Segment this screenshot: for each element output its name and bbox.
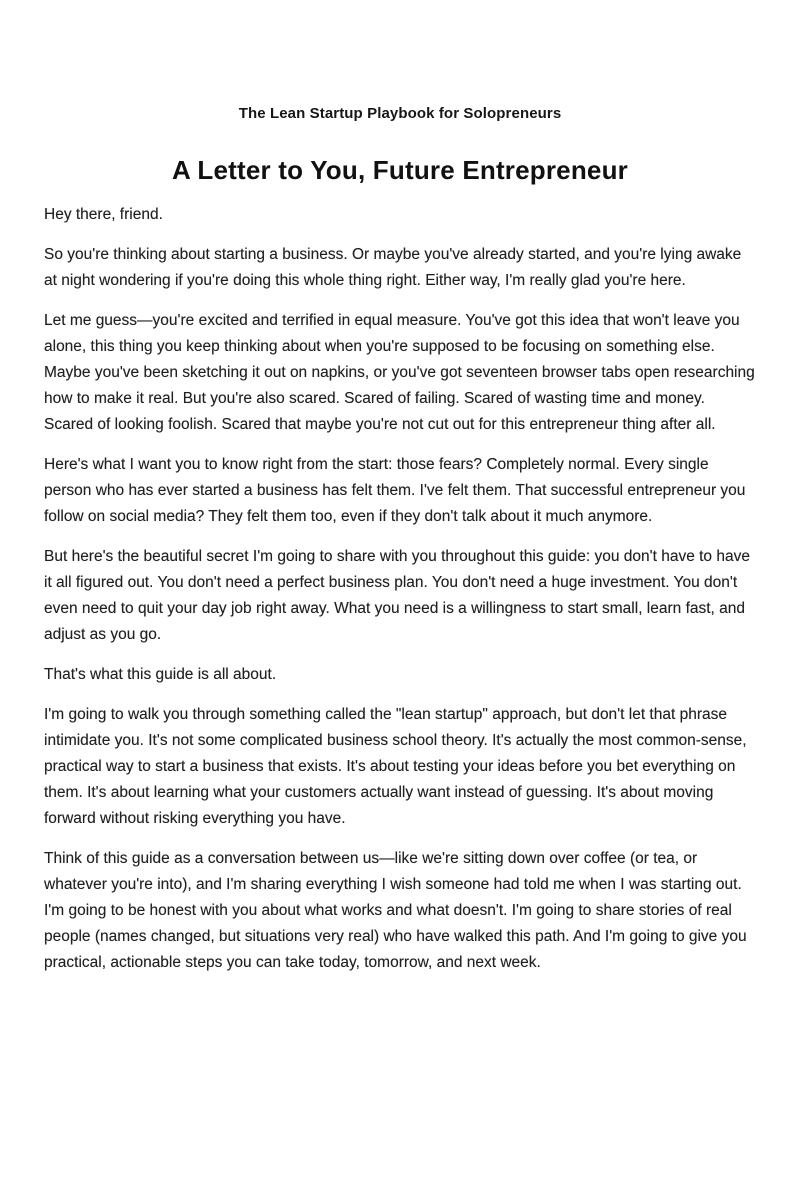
letter-body	[44, 202, 756, 976]
letter-paragraph: Think of this guide as a conversation between us—like we're sitting down over coffee (or tea, or whatever you're into), and I'm sharing everything I wish someone had told me when I was starting out. I'm going to be honest with you about what works and what doesn't. I'm going to share stories of real people (names changed, but situations very real) who have walked this path. And I'm going to give you practical, actionable steps you can take today, tomorrow, and next week.	[44, 850, 747, 971]
letter-paragraph: So you're thinking about starting a business. Or maybe you've already started, and you're lying awake at night wondering if you're doing this whole thing right. Either way, I'm really glad you're here.	[44, 246, 742, 289]
letter-paragraph: But here's the beautiful secret I'm going to share with you throughout this guide: you don't have to have it all figured out. You don't need a perfect business plan. You don't need a huge investment. You don't even need to quit your day job right away. What you need is a willingness to start small, learn fast, and adjust as you go.	[44, 548, 750, 643]
page-title: A Letter to You, Future Entrepreneur	[172, 155, 628, 185]
letter-paragraph: I'm going to walk you through something called the "lean startup" approach, but don't let that phrase intimidate you. It's not some complicated business school theory. It's actually the most common-sense, practical way to start a business that exists. It's about testing your ideas before you bet everything on them. It's about learning what your customers actually want instead of guessing. It's about moving forward without risking everything you have.	[44, 706, 747, 827]
document-header-kicker: The Lean Startup Playbook for Solopreneurs	[238, 105, 562, 122]
letter-paragraph: That's what this guide is all about.	[44, 666, 277, 683]
letter-paragraph: Let me guess—you're excited and terrified in equal measure. You've got this idea that won't leave you alone, this thing you keep thinking about when you're supposed to be focusing on something else. Maybe you've been sketching it out on napkins, or you've got seventeen browser tabs open researching how to make it real. But you're also scared. Scared of failing. Scared of wasting time and money. Scared of looking foolish. Scared that maybe you're not cut out for this entrepreneur thing after all.	[44, 312, 755, 433]
letter-paragraph: Here's what I want you to know right from the start: those fears? Completely normal. Every single person who has ever started a business has felt them. I've felt them. That successful entrepreneur you follow on social media? They felt them too, even if they don't talk about it much anymore.	[44, 456, 746, 525]
letter-paragraph: Hey there, friend.	[44, 206, 163, 223]
